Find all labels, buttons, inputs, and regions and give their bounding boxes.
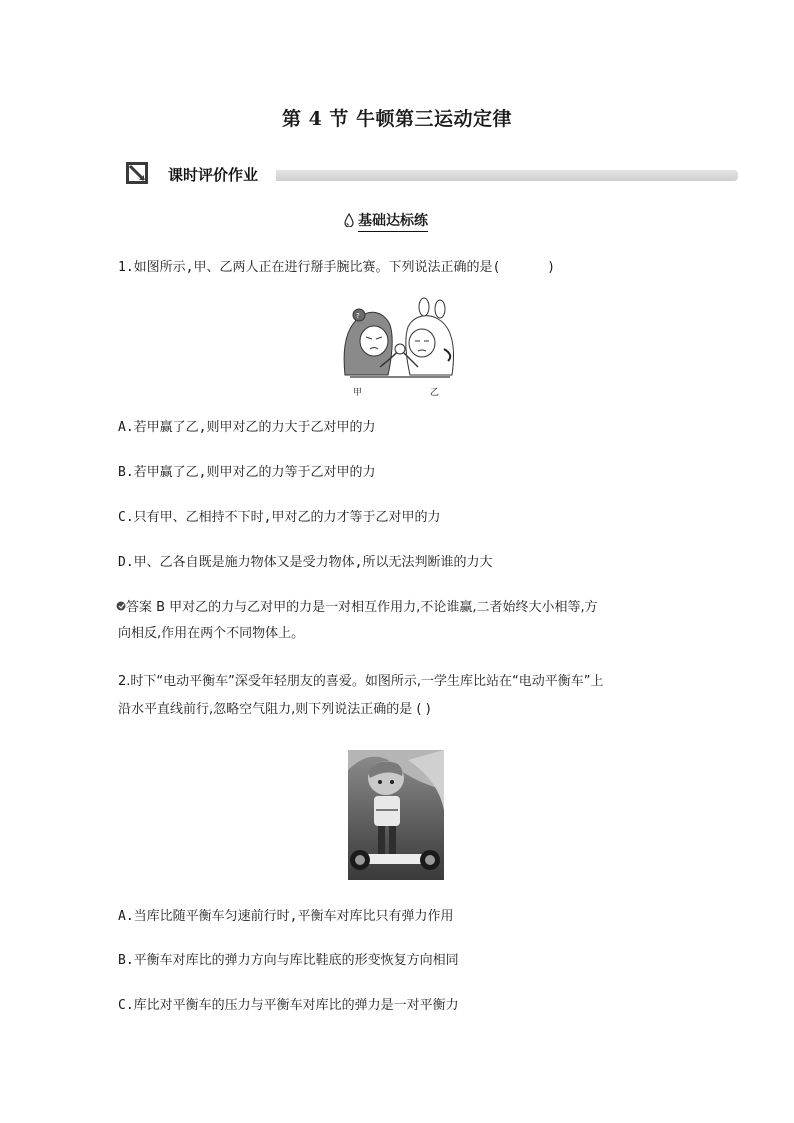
q2-option-c: C.库比对平衡车的压力与平衡车对库比的弹力是一对平衡力 [118, 998, 459, 1013]
q2-stem-line2: 沿水平直线前行,忽略空气阻力,则下列说法正确的是 ( ) [118, 702, 431, 717]
q2-stem-line1: 2.时下“电动平衡车”深受年轻朋友的喜爱。如图所示,一学生库比站在“电动平衡车”上 [118, 674, 604, 689]
q1-answer-line1: 答案 B 甲对乙的力与乙对甲的力是一对相互作用力,不论谁赢,二者始终大小相等,方 [126, 600, 598, 615]
figure-label-left: 甲 [353, 388, 363, 398]
q1-option-c: C.只有甲、乙相持不下时,甲对乙的力才等于乙对甲的力 [118, 510, 441, 525]
section-pencil-icon [126, 162, 148, 184]
balance-scooter-photo [348, 750, 444, 880]
q1-option-d: D.甲、乙各自既是施力物体又是受力物体,所以无法判断谁的力大 [118, 555, 493, 570]
section-title: 课时评价作业 [168, 166, 259, 184]
section-divider [276, 170, 738, 181]
drop-icon [343, 213, 355, 227]
q2-option-b: B.平衡车对库比的弹力方向与库比鞋底的形变恢复方向相同 [118, 953, 459, 968]
subsection-label: 基础达标练 [358, 213, 428, 232]
q2-option-a: A.当库比随平衡车匀速前行时,平衡车对库比只有弹力作用 [118, 909, 454, 924]
q1-answer [116, 595, 676, 621]
q1-option-a: A.若甲赢了乙,则甲对乙的力大于乙对甲的力 [118, 420, 376, 435]
arm-wrestling-figure [340, 297, 460, 381]
q1-stem: 1.如图所示,甲、乙两人正在进行掰手腕比赛。下列说法正确的是( ) [118, 260, 556, 275]
q1-answer-line2: 向相反,作用在两个不同物体上。 [118, 626, 305, 641]
svg-text:?: ? [356, 312, 360, 320]
q1-option-b: B.若甲赢了乙,则甲对乙的力等于乙对甲的力 [118, 465, 376, 480]
answer-icon [116, 601, 126, 611]
subsection-title [343, 210, 428, 230]
page-title: 第 4 节 牛顿第三运动定律 [281, 108, 513, 130]
figure-label-right: 乙 [430, 388, 440, 398]
section-header [126, 162, 740, 186]
